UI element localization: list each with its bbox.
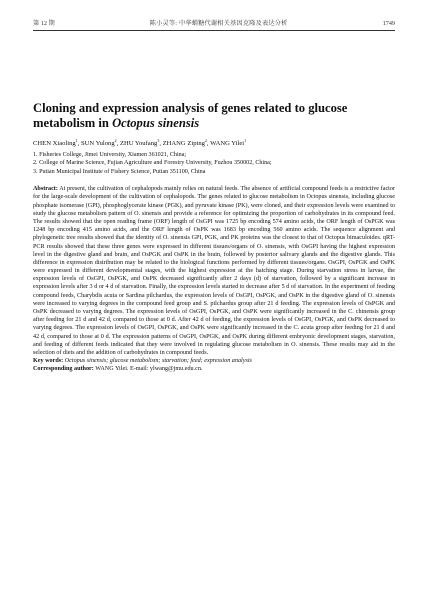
issue-number: 第 12 期 [33, 20, 55, 27]
running-title: 陈小灵等: 中华蛸糖代谢相关基因克隆及表达分析 [149, 20, 288, 27]
author: WANG Yilei$^1$ [210, 137, 247, 147]
paper-page [33, 18, 395, 374]
corresponding-author [33, 365, 395, 373]
title-species: Octopus sinensis [112, 116, 200, 130]
keywords-label: Key words: [33, 358, 64, 365]
keywords-text: Octopus sinensis; glucose metabolism; starvation; feed; expression analysis [64, 358, 252, 365]
running-header [33, 18, 395, 31]
page-number: 1749 [382, 20, 395, 27]
affiliation: 1. Fisheries College, Jimei University, Xiamen 361021, China; [33, 152, 187, 158]
author: CHEN Xiaoling$^1$ [33, 137, 78, 147]
keywords [33, 357, 395, 365]
abstract-text: At present, the cultivation of cephalopods mainly relies on natural feeds. The absence of artificial compound feeds is a restrictive factor for the large-scale development of the cultivation of cephalopods. The genes related to glucose metabolism in Octopus sinensis, including glucose phosphate isomerase (GPI), phosphoglycerate kinase (PGK), and pyruvate kinase (PK), were cloned, and their expression levels were examined to study the glucose metabolism pattern of O. sinensis and provide a reference for optimizing the proportion of carbohydrates in its compound feed. The results showed that the open reading frame (ORF) length of OsGPI was 1725 bp encoding 574 amino acids, the ORF length of OsPGK was 1248 bp encoding 415 amino acids, and the ORF length of OsPK was 1683 bp encoding 560 amino acids. The sequence alignment and phylogenetic tree results showed that the identity of O. sinensis GPI, PGK, and PK proteins was the closest to that of Octopus bimaculoides. qRT-PCR results showed that these three genes were expressed in different tissues/organs of O. sinensis, with OsGPI having the highest expression level in the digestive gland and brain, and OsPGK and OsPK in the brain, followed by posterior salivary glands and the digestive glands. This difference in expression distribution may be related to the biological functions performed by different tissues/organs. OsGPI, OsPGK and OsPK were expressed in different developmental stages, with the highest expression at the hatching stage. During starvation stress in larvae, the expression levels of OsGPI, OsPGK, and OsPK decreased significantly after 2 days (d) of starvation, followed by a significant increase in expression levels after 3 d or 4 d of starvation. Finally, the expression levels started to decrease after 5 d of starvation. In the experiment of feeding compound feeds, Charybdis acuta or Sardina pilchardus, the expression levels of OsGPI, OsPGK, and OsPK in the digestive gland of O. sinensis were increased to varying degrees in the compound feed group and S. pilchardus group after 21 d feeding. The expression levels of OsPGK and OsPK decreased to varying degrees. The expression levels of OsGPI, OsPGK, and OsPK were significantly increased in the C. chinensis group after feeding for 21 d and 42 d, compared to those at 0 d. After 42 d of feeding, the expression levels of OsGPI, OsPGK, and OsPK decreased to varying degrees. The expression levels of OsGPI, OsPGK, and OsPK were significantly increased in the C. acuta group after feeding for 21 d and 42 d, compared to those at 0 d. The expression patterns of OsGPI, OsPGK, and OsPK during different embryonic development stages, starvation, and feeding of different feeds indicated that they were involved in regulating glucose metabolism in O. sinensis. These results may aid in the selection of diets and the addition of carbohydrates in compound feeds. [33, 186, 395, 356]
author: ZHANG Ziping$^2$ [162, 137, 207, 147]
affiliation: 2. College of Marine Science, Fujian Agriculture and Forestry University, Fuzhou 350002, China; [33, 160, 272, 167]
author: SUN Yulong$^2$ [80, 137, 117, 147]
paper-title [33, 101, 395, 131]
author-list: CHEN Xiaoling$^1$, SUN Yulong$^2$, ZHU Youfang$^3$, ZHANG Ziping$^2$, WANG Yilei$^1$ [33, 137, 247, 147]
abstract-label: Abstract: [33, 186, 58, 193]
abstract [33, 185, 395, 357]
affiliation: 3. Putian Municipal Institute of Fishery Science, Putian 351100, China [33, 168, 206, 175]
author: ZHU Youfang$^3$ [119, 137, 160, 147]
title-main: Cloning and expression analysis of genes related to glucose metabolism in [33, 101, 348, 130]
affiliations [33, 151, 395, 176]
corresponding-label: Corresponding author: [33, 366, 94, 373]
corresponding-text: WANG Yilei. E-mail: ylwang@jmu.edu.cn. [95, 366, 203, 373]
